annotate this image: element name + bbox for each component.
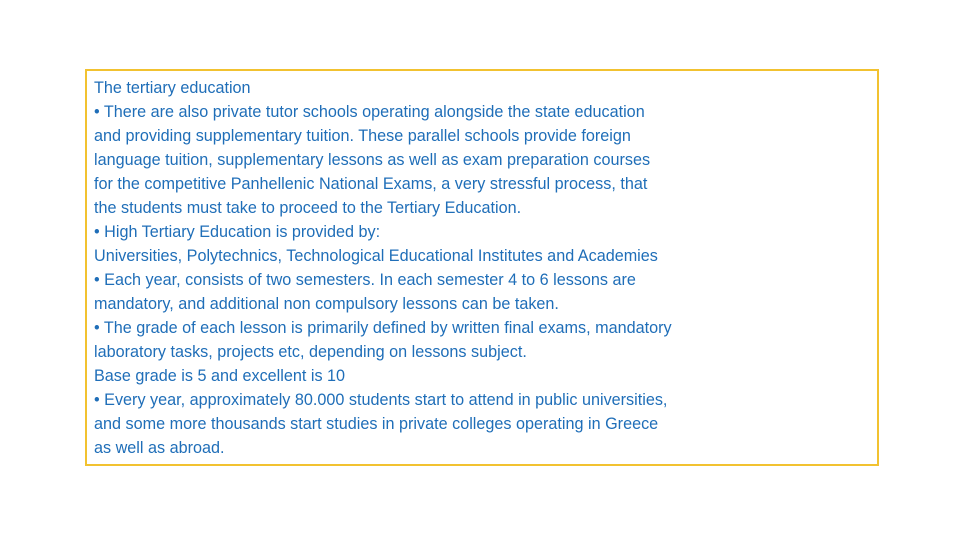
text-line: mandatory, and additional non compulsory lessons can be taken. (94, 295, 559, 313)
text-line: • High Tertiary Education is provided by: (94, 223, 381, 241)
content-text-box (85, 69, 879, 466)
text-line: • The grade of each lesson is primarily defined by written final exams, mandatory (94, 319, 672, 337)
text-line: laboratory tasks, projects etc, depending on lessons subject. (94, 343, 527, 361)
text-line: • Every year, approximately 80.000 students start to attend in public universities, (94, 391, 668, 409)
text-line: and providing supplementary tuition. These parallel schools provide foreign (94, 127, 631, 145)
text-line: and some more thousands start studies in private colleges operating in Greece (94, 415, 659, 433)
text-line: the students must take to proceed to the Tertiary Education. (94, 199, 522, 217)
heading-line: The tertiary education (94, 79, 251, 97)
text-line: for the competitive Panhellenic National Exams, a very stressful process, that (94, 175, 648, 193)
text-line: Base grade is 5 and excellent is 10 (94, 367, 346, 385)
text-line: language tuition, supplementary lessons as well as exam preparation courses (94, 151, 651, 169)
text-line: Universities, Polytechnics, Technological Educational Institutes and Academies (94, 247, 658, 265)
text-line: • Each year, consists of two semesters. In each semester 4 to 6 lessons are (94, 271, 636, 289)
text-line: • There are also private tutor schools operating alongside the state education (94, 103, 645, 121)
text-line: as well as abroad. (94, 439, 225, 457)
